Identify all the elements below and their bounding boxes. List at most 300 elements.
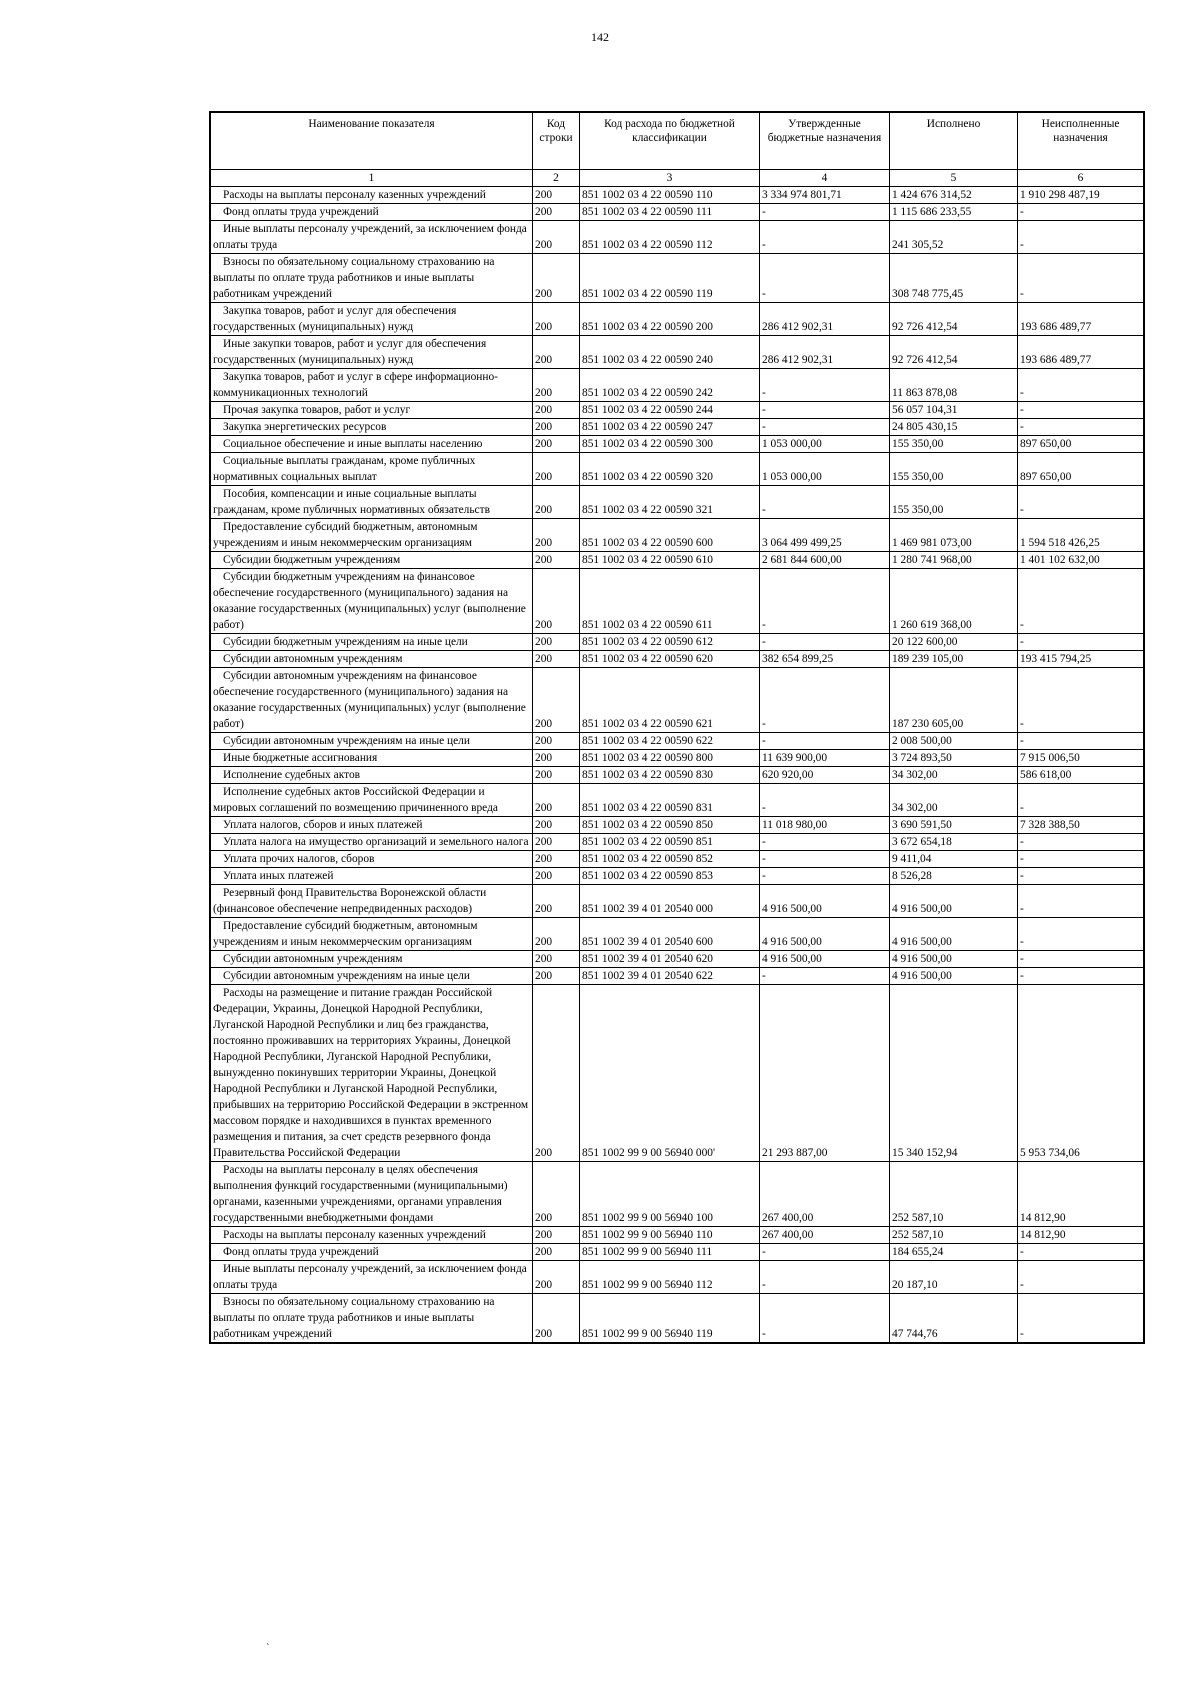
table-row bbox=[211, 221, 1144, 254]
table-row bbox=[211, 784, 1144, 817]
line-code-cell: 200 bbox=[533, 402, 580, 419]
executed-cell: 2 008 500,00 bbox=[890, 733, 1018, 750]
line-code-cell: 200 bbox=[533, 750, 580, 767]
executed-cell: 9 411,04 bbox=[890, 851, 1018, 868]
table-row bbox=[211, 851, 1144, 868]
line-code-cell: 200 bbox=[533, 733, 580, 750]
approved-cell: - bbox=[760, 834, 890, 851]
indicator-name: Закупка товаров, работ и услуг для обеспечения государственных (муниципальных) нужд bbox=[213, 305, 457, 333]
indicator-name-cell bbox=[211, 187, 533, 204]
table-row bbox=[211, 817, 1144, 834]
indicator-name: Предоставление субсидий бюджетным, автономным учреждениям и иным некоммерческим организациям bbox=[213, 521, 478, 549]
approved-cell: 1 053 000,00 bbox=[760, 436, 890, 453]
executed-cell: 187 230 605,00 bbox=[890, 668, 1018, 733]
indicator-name-cell bbox=[211, 436, 533, 453]
unexecuted-cell: 1 594 518 426,25 bbox=[1018, 519, 1144, 552]
approved-cell: 267 400,00 bbox=[760, 1162, 890, 1227]
expense-code-cell: 851 1002 03 4 22 00590 321 bbox=[580, 486, 760, 519]
unexecuted-cell: 193 415 794,25 bbox=[1018, 651, 1144, 668]
executed-cell: 1 260 619 368,00 bbox=[890, 569, 1018, 634]
table-row bbox=[211, 668, 1144, 733]
expense-code-cell: 851 1002 39 4 01 20540 600 bbox=[580, 918, 760, 951]
indicator-name-cell bbox=[211, 1294, 533, 1343]
indicator-name: Социальное обеспечение и иные выплаты населению bbox=[223, 438, 483, 450]
line-code-cell: 200 bbox=[533, 1227, 580, 1244]
line-code-cell: 200 bbox=[533, 868, 580, 885]
column-number: 1 bbox=[211, 170, 533, 187]
table-row bbox=[211, 1261, 1144, 1294]
indicator-name: Предоставление субсидий бюджетным, автономным учреждениям и иным некоммерческим организациям bbox=[213, 920, 478, 948]
expense-code-cell: 851 1002 99 9 00 56940 119 bbox=[580, 1294, 760, 1343]
header-line-code: Код строки bbox=[533, 113, 580, 170]
table-row bbox=[211, 985, 1144, 1162]
line-code-cell: 200 bbox=[533, 985, 580, 1162]
executed-cell: 15 340 152,94 bbox=[890, 985, 1018, 1162]
executed-cell: 92 726 412,54 bbox=[890, 303, 1018, 336]
expense-code-cell: 851 1002 03 4 22 00590 200 bbox=[580, 303, 760, 336]
indicator-name-cell bbox=[211, 221, 533, 254]
approved-cell: 4 916 500,00 bbox=[760, 885, 890, 918]
column-number: 6 bbox=[1018, 170, 1144, 187]
expense-code-cell: 851 1002 03 4 22 00590 610 bbox=[580, 552, 760, 569]
line-code-cell: 200 bbox=[533, 1244, 580, 1261]
line-code-cell: 200 bbox=[533, 918, 580, 951]
executed-cell: 24 805 430,15 bbox=[890, 419, 1018, 436]
indicator-name-cell bbox=[211, 851, 533, 868]
expense-code-cell: 851 1002 03 4 22 00590 110 bbox=[580, 187, 760, 204]
unexecuted-cell: - bbox=[1018, 369, 1144, 402]
indicator-name-cell bbox=[211, 569, 533, 634]
table-row bbox=[211, 402, 1144, 419]
indicator-name: Иные выплаты персоналу учреждений, за исключением фонда оплаты труда bbox=[213, 223, 527, 251]
executed-cell: 11 863 878,08 bbox=[890, 369, 1018, 402]
unexecuted-cell: 5 953 734,06 bbox=[1018, 985, 1144, 1162]
indicator-name: Расходы на выплаты персоналу казенных учреждений bbox=[223, 1229, 486, 1241]
line-code-cell: 200 bbox=[533, 221, 580, 254]
indicator-name-cell bbox=[211, 1261, 533, 1294]
approved-cell: - bbox=[760, 733, 890, 750]
indicator-name-cell bbox=[211, 750, 533, 767]
executed-cell: 241 305,52 bbox=[890, 221, 1018, 254]
approved-cell: 267 400,00 bbox=[760, 1227, 890, 1244]
unexecuted-cell: - bbox=[1018, 885, 1144, 918]
indicator-name: Уплата налога на имущество организаций и земельного налога bbox=[223, 836, 529, 848]
table-row bbox=[211, 254, 1144, 303]
indicator-name: Уплата налогов, сборов и иных платежей bbox=[223, 819, 423, 831]
indicator-name-cell bbox=[211, 868, 533, 885]
indicator-name-cell bbox=[211, 668, 533, 733]
line-code-cell: 200 bbox=[533, 519, 580, 552]
table-row bbox=[211, 1227, 1144, 1244]
line-code-cell: 200 bbox=[533, 569, 580, 634]
line-code-cell: 200 bbox=[533, 486, 580, 519]
table-row bbox=[211, 486, 1144, 519]
indicator-name: Фонд оплаты труда учреждений bbox=[223, 206, 379, 218]
executed-cell: 4 916 500,00 bbox=[890, 951, 1018, 968]
table-row bbox=[211, 918, 1144, 951]
approved-cell: - bbox=[760, 634, 890, 651]
unexecuted-cell: - bbox=[1018, 1244, 1144, 1261]
expense-code-cell: 851 1002 03 4 22 00590 830 bbox=[580, 767, 760, 784]
unexecuted-cell: - bbox=[1018, 634, 1144, 651]
expense-code-cell: 851 1002 99 9 00 56940 112 bbox=[580, 1261, 760, 1294]
unexecuted-cell: 1 910 298 487,19 bbox=[1018, 187, 1144, 204]
line-code-cell: 200 bbox=[533, 885, 580, 918]
approved-cell: - bbox=[760, 569, 890, 634]
approved-cell: 3 064 499 499,25 bbox=[760, 519, 890, 552]
indicator-name: Прочая закупка товаров, работ и услуг bbox=[223, 404, 411, 416]
expense-code-cell: 851 1002 03 4 22 00590 850 bbox=[580, 817, 760, 834]
table-header-row bbox=[211, 113, 1144, 170]
expense-code-cell: 851 1002 39 4 01 20540 622 bbox=[580, 968, 760, 985]
indicator-name: Субсидии автономным учреждениям bbox=[223, 653, 403, 665]
line-code-cell: 200 bbox=[533, 668, 580, 733]
line-code-cell: 200 bbox=[533, 834, 580, 851]
unexecuted-cell: - bbox=[1018, 254, 1144, 303]
line-code-cell: 200 bbox=[533, 336, 580, 369]
expense-code-cell: 851 1002 03 4 22 00590 611 bbox=[580, 569, 760, 634]
unexecuted-cell: 1 401 102 632,00 bbox=[1018, 552, 1144, 569]
approved-cell: 1 053 000,00 bbox=[760, 453, 890, 486]
approved-cell: 286 412 902,31 bbox=[760, 336, 890, 369]
indicator-name: Иные закупки товаров, работ и услуг для обеспечения государственных (муниципальных) нужд bbox=[213, 338, 487, 366]
expense-code-cell: 851 1002 99 9 00 56940 111 bbox=[580, 1244, 760, 1261]
executed-cell: 308 748 775,45 bbox=[890, 254, 1018, 303]
line-code-cell: 200 bbox=[533, 1162, 580, 1227]
expense-code-cell: 851 1002 03 4 22 00590 852 bbox=[580, 851, 760, 868]
unexecuted-cell: - bbox=[1018, 221, 1144, 254]
indicator-name: Исполнение судебных актов Российской Федерации и мировых соглашений по возмещению причиненного вреда bbox=[213, 786, 498, 814]
table-row bbox=[211, 453, 1144, 486]
executed-cell: 4 916 500,00 bbox=[890, 968, 1018, 985]
indicator-name: Расходы на выплаты персоналу казенных учреждений bbox=[223, 189, 486, 201]
expense-code-cell: 851 1002 03 4 22 00590 620 bbox=[580, 651, 760, 668]
unexecuted-cell: - bbox=[1018, 968, 1144, 985]
line-code-cell: 200 bbox=[533, 187, 580, 204]
indicator-name-cell bbox=[211, 1227, 533, 1244]
indicator-name: Субсидии бюджетным учреждениям на финансовое обеспечение государственного (муниципального) задания на оказание государственных (муниципальных) услуг (выполнение работ) bbox=[213, 571, 526, 631]
approved-cell: - bbox=[760, 868, 890, 885]
expense-code-cell: 851 1002 03 4 22 00590 800 bbox=[580, 750, 760, 767]
approved-cell: 3 334 974 801,71 bbox=[760, 187, 890, 204]
table-row bbox=[211, 885, 1144, 918]
expense-code-cell: 851 1002 99 9 00 56940 000' bbox=[580, 985, 760, 1162]
table-row bbox=[211, 436, 1144, 453]
approved-cell: 11 639 900,00 bbox=[760, 750, 890, 767]
executed-cell: 1 469 981 073,00 bbox=[890, 519, 1018, 552]
executed-cell: 34 302,00 bbox=[890, 784, 1018, 817]
line-code-cell: 200 bbox=[533, 951, 580, 968]
indicator-name: Уплата иных платежей bbox=[223, 870, 334, 882]
indicator-name: Исполнение судебных актов bbox=[223, 769, 361, 781]
unexecuted-cell: - bbox=[1018, 1294, 1144, 1343]
unexecuted-cell: - bbox=[1018, 486, 1144, 519]
indicator-name: Субсидии бюджетным учреждениям bbox=[223, 554, 401, 566]
indicator-name: Закупка товаров, работ и услуг в сфере информационно-коммуникационных технологий bbox=[213, 371, 498, 399]
header-approved: Утвержденные бюджетные назначения bbox=[760, 113, 890, 170]
approved-cell: - bbox=[760, 486, 890, 519]
indicator-name: Пособия, компенсации и иные социальные выплаты гражданам, кроме публичных нормативных обязательств bbox=[213, 488, 490, 516]
line-code-cell: 200 bbox=[533, 651, 580, 668]
indicator-name-cell bbox=[211, 985, 533, 1162]
unexecuted-cell: 7 328 388,50 bbox=[1018, 817, 1144, 834]
unexecuted-cell: - bbox=[1018, 1261, 1144, 1294]
expense-code-cell: 851 1002 03 4 22 00590 300 bbox=[580, 436, 760, 453]
executed-cell: 47 744,76 bbox=[890, 1294, 1018, 1343]
line-code-cell: 200 bbox=[533, 552, 580, 569]
line-code-cell: 200 bbox=[533, 436, 580, 453]
indicator-name: Иные выплаты персоналу учреждений, за исключением фонда оплаты труда bbox=[213, 1263, 527, 1291]
line-code-cell: 200 bbox=[533, 968, 580, 985]
table-row bbox=[211, 519, 1144, 552]
table-row bbox=[211, 634, 1144, 651]
table-row bbox=[211, 951, 1144, 968]
expense-code-cell: 851 1002 03 4 22 00590 853 bbox=[580, 868, 760, 885]
line-code-cell: 200 bbox=[533, 767, 580, 784]
table-row bbox=[211, 369, 1144, 402]
approved-cell: - bbox=[760, 1261, 890, 1294]
header-unexecuted: Неисполненные назначения bbox=[1018, 113, 1144, 170]
unexecuted-cell: - bbox=[1018, 419, 1144, 436]
indicator-name-cell bbox=[211, 784, 533, 817]
expense-code-cell: 851 1002 03 4 22 00590 831 bbox=[580, 784, 760, 817]
executed-cell: 4 916 500,00 bbox=[890, 885, 1018, 918]
indicator-name-cell bbox=[211, 419, 533, 436]
unexecuted-cell: - bbox=[1018, 951, 1144, 968]
expense-code-cell: 851 1002 99 9 00 56940 100 bbox=[580, 1162, 760, 1227]
indicator-name: Резервный фонд Правительства Воронежской области (финансовое обеспечение непредвиденных расходов) bbox=[213, 887, 487, 915]
approved-cell: - bbox=[760, 402, 890, 419]
line-code-cell: 200 bbox=[533, 419, 580, 436]
executed-cell: 1 280 741 968,00 bbox=[890, 552, 1018, 569]
expense-code-cell: 851 1002 99 9 00 56940 110 bbox=[580, 1227, 760, 1244]
expense-code-cell: 851 1002 03 4 22 00590 112 bbox=[580, 221, 760, 254]
unexecuted-cell: - bbox=[1018, 784, 1144, 817]
unexecuted-cell: 14 812,90 bbox=[1018, 1227, 1144, 1244]
executed-cell: 155 350,00 bbox=[890, 436, 1018, 453]
indicator-name: Субсидии автономным учреждениям на иные цели bbox=[223, 735, 470, 747]
table-row bbox=[211, 968, 1144, 985]
line-code-cell: 200 bbox=[533, 784, 580, 817]
indicator-name: Социальные выплаты гражданам, кроме публичных нормативных социальных выплат bbox=[213, 455, 476, 483]
executed-cell: 252 587,10 bbox=[890, 1227, 1018, 1244]
column-number: 5 bbox=[890, 170, 1018, 187]
indicator-name: Иные бюджетные ассигнования bbox=[223, 752, 378, 764]
expense-code-cell: 851 1002 39 4 01 20540 000 bbox=[580, 885, 760, 918]
table-row bbox=[211, 552, 1144, 569]
indicator-name: Субсидии бюджетным учреждениям на иные цели bbox=[223, 636, 468, 648]
indicator-name-cell bbox=[211, 552, 533, 569]
indicator-name-cell bbox=[211, 918, 533, 951]
indicator-name-cell bbox=[211, 254, 533, 303]
unexecuted-cell: - bbox=[1018, 733, 1144, 750]
indicator-name: Фонд оплаты труда учреждений bbox=[223, 1246, 379, 1258]
page-number: 142 bbox=[591, 30, 609, 44]
expense-code-cell: 851 1002 03 4 22 00590 247 bbox=[580, 419, 760, 436]
expense-code-cell: 851 1002 03 4 22 00590 621 bbox=[580, 668, 760, 733]
approved-cell: 21 293 887,00 bbox=[760, 985, 890, 1162]
expense-code-cell: 851 1002 03 4 22 00590 244 bbox=[580, 402, 760, 419]
indicator-name-cell bbox=[211, 885, 533, 918]
indicator-name-cell bbox=[211, 834, 533, 851]
expense-code-cell: 851 1002 03 4 22 00590 320 bbox=[580, 453, 760, 486]
header-expense-code: Код расхода по бюджетной классификации bbox=[580, 113, 760, 170]
approved-cell: - bbox=[760, 221, 890, 254]
executed-cell: 184 655,24 bbox=[890, 1244, 1018, 1261]
expense-code-cell: 851 1002 03 4 22 00590 111 bbox=[580, 204, 760, 221]
approved-cell: 2 681 844 600,00 bbox=[760, 552, 890, 569]
executed-cell: 1 424 676 314,52 bbox=[890, 187, 1018, 204]
approved-cell: - bbox=[760, 254, 890, 303]
executed-cell: 4 916 500,00 bbox=[890, 918, 1018, 951]
line-code-cell: 200 bbox=[533, 634, 580, 651]
approved-cell: 4 916 500,00 bbox=[760, 951, 890, 968]
column-number: 2 bbox=[533, 170, 580, 187]
table-row bbox=[211, 336, 1144, 369]
budget-execution-table bbox=[210, 112, 1144, 1343]
line-code-cell: 200 bbox=[533, 1294, 580, 1343]
indicator-name-cell bbox=[211, 651, 533, 668]
indicator-name: Взносы по обязательному социальному страхованию на выплаты по оплате труда работников и иные выплаты работникам учреждений bbox=[213, 1296, 495, 1340]
line-code-cell: 200 bbox=[533, 254, 580, 303]
unexecuted-cell: - bbox=[1018, 834, 1144, 851]
unexecuted-cell: - bbox=[1018, 402, 1144, 419]
expense-code-cell: 851 1002 03 4 22 00590 622 bbox=[580, 733, 760, 750]
indicator-name: Закупка энергетических ресурсов bbox=[223, 421, 387, 433]
table-row bbox=[211, 419, 1144, 436]
executed-cell: 155 350,00 bbox=[890, 453, 1018, 486]
line-code-cell: 200 bbox=[533, 817, 580, 834]
approved-cell: 620 920,00 bbox=[760, 767, 890, 784]
indicator-name-cell bbox=[211, 204, 533, 221]
indicator-name-cell bbox=[211, 951, 533, 968]
executed-cell: 34 302,00 bbox=[890, 767, 1018, 784]
unexecuted-cell: 193 686 489,77 bbox=[1018, 336, 1144, 369]
line-code-cell: 200 bbox=[533, 453, 580, 486]
expense-code-cell: 851 1002 03 4 22 00590 119 bbox=[580, 254, 760, 303]
indicator-name: Взносы по обязательному социальному страхованию на выплаты по оплате труда работников и иные выплаты работникам учреждений bbox=[213, 256, 495, 300]
executed-cell: 20 187,10 bbox=[890, 1261, 1018, 1294]
indicator-name: Уплата прочих налогов, сборов bbox=[223, 853, 375, 865]
table-row bbox=[211, 1244, 1144, 1261]
line-code-cell: 200 bbox=[533, 369, 580, 402]
indicator-name-cell bbox=[211, 336, 533, 369]
approved-cell: - bbox=[760, 668, 890, 733]
indicator-name-cell bbox=[211, 303, 533, 336]
table-row bbox=[211, 1294, 1144, 1343]
table-row bbox=[211, 767, 1144, 784]
expense-code-cell: 851 1002 39 4 01 20540 620 bbox=[580, 951, 760, 968]
approved-cell: - bbox=[760, 968, 890, 985]
indicator-name-cell bbox=[211, 1244, 533, 1261]
indicator-name-cell bbox=[211, 453, 533, 486]
executed-cell: 155 350,00 bbox=[890, 486, 1018, 519]
line-code-cell: 200 bbox=[533, 303, 580, 336]
expense-code-cell: 851 1002 03 4 22 00590 240 bbox=[580, 336, 760, 369]
table-row bbox=[211, 1162, 1144, 1227]
indicator-name: Субсидии автономным учреждениям на иные цели bbox=[223, 970, 470, 982]
indicator-name-cell bbox=[211, 767, 533, 784]
unexecuted-cell: 897 650,00 bbox=[1018, 436, 1144, 453]
indicator-name-cell bbox=[211, 519, 533, 552]
header-indicator-name: Наименование показателя bbox=[211, 113, 533, 170]
table-row bbox=[211, 187, 1144, 204]
indicator-name-cell bbox=[211, 402, 533, 419]
executed-cell: 3 672 654,18 bbox=[890, 834, 1018, 851]
approved-cell: - bbox=[760, 419, 890, 436]
table-row bbox=[211, 569, 1144, 634]
expense-code-cell: 851 1002 03 4 22 00590 612 bbox=[580, 634, 760, 651]
indicator-name-cell bbox=[211, 817, 533, 834]
approved-cell: 382 654 899,25 bbox=[760, 651, 890, 668]
approved-cell: - bbox=[760, 1294, 890, 1343]
approved-cell: - bbox=[760, 204, 890, 221]
table-row bbox=[211, 868, 1144, 885]
indicator-name-cell bbox=[211, 486, 533, 519]
table-row bbox=[211, 651, 1144, 668]
table-row bbox=[211, 834, 1144, 851]
indicator-name-cell bbox=[211, 733, 533, 750]
unexecuted-cell: - bbox=[1018, 668, 1144, 733]
indicator-name: Субсидии автономным учреждениям bbox=[223, 953, 403, 965]
approved-cell: - bbox=[760, 851, 890, 868]
unexecuted-cell: - bbox=[1018, 868, 1144, 885]
approved-cell: - bbox=[760, 784, 890, 817]
approved-cell: 11 018 980,00 bbox=[760, 817, 890, 834]
line-code-cell: 200 bbox=[533, 204, 580, 221]
approved-cell: 4 916 500,00 bbox=[760, 918, 890, 951]
executed-cell: 3 724 893,50 bbox=[890, 750, 1018, 767]
line-code-cell: 200 bbox=[533, 1261, 580, 1294]
unexecuted-cell: 7 915 006,50 bbox=[1018, 750, 1144, 767]
column-number: 3 bbox=[580, 170, 760, 187]
expense-code-cell: 851 1002 03 4 22 00590 851 bbox=[580, 834, 760, 851]
unexecuted-cell: 193 686 489,77 bbox=[1018, 303, 1144, 336]
unexecuted-cell: - bbox=[1018, 569, 1144, 634]
table-row bbox=[211, 303, 1144, 336]
executed-cell: 3 690 591,50 bbox=[890, 817, 1018, 834]
indicator-name-cell bbox=[211, 968, 533, 985]
executed-cell: 20 122 600,00 bbox=[890, 634, 1018, 651]
executed-cell: 252 587,10 bbox=[890, 1162, 1018, 1227]
table-row bbox=[211, 733, 1144, 750]
indicator-name: Расходы на выплаты персоналу в целях обеспечения выполнения функций государственными (муниципальными) органами, казенными учреждениями, органами управления государственными внебюджетными фондами bbox=[213, 1164, 508, 1224]
header-executed: Исполнено bbox=[890, 113, 1018, 170]
executed-cell: 1 115 686 233,55 bbox=[890, 204, 1018, 221]
approved-cell: 286 412 902,31 bbox=[760, 303, 890, 336]
table-row bbox=[211, 750, 1144, 767]
indicator-name-cell bbox=[211, 369, 533, 402]
expense-code-cell: 851 1002 03 4 22 00590 600 bbox=[580, 519, 760, 552]
executed-cell: 92 726 412,54 bbox=[890, 336, 1018, 369]
indicator-name-cell bbox=[211, 1162, 533, 1227]
unexecuted-cell: - bbox=[1018, 918, 1144, 951]
indicator-name: Расходы на размещение и питание граждан Российской Федерации, Украины, Донецкой Народной Республики, Луганской Народной Республики и лиц без гражданства, постоянно проживавших на территориях Украины, Донецкой Народной Республики, Луганской Народной Республики, вынужденно покинувших территории Украины, Донецкой Народной Республики и Луганской Народной Республики, прибывших на территорию Российской Федерации в экстренном массовом порядке и находившихся в пунктах временного размещения и питания, за счет средств резервного фонда Правительства Российской Федерации bbox=[213, 987, 529, 1159]
unexecuted-cell: 586 618,00 bbox=[1018, 767, 1144, 784]
expense-code-cell: 851 1002 03 4 22 00590 242 bbox=[580, 369, 760, 402]
unexecuted-cell: 897 650,00 bbox=[1018, 453, 1144, 486]
unexecuted-cell: - bbox=[1018, 204, 1144, 221]
indicator-name-cell bbox=[211, 634, 533, 651]
executed-cell: 8 526,28 bbox=[890, 868, 1018, 885]
approved-cell: - bbox=[760, 1244, 890, 1261]
approved-cell: - bbox=[760, 369, 890, 402]
executed-cell: 56 057 104,31 bbox=[890, 402, 1018, 419]
executed-cell: 189 239 105,00 bbox=[890, 651, 1018, 668]
column-number: 4 bbox=[760, 170, 890, 187]
line-code-cell: 200 bbox=[533, 851, 580, 868]
unexecuted-cell: 14 812,90 bbox=[1018, 1162, 1144, 1227]
